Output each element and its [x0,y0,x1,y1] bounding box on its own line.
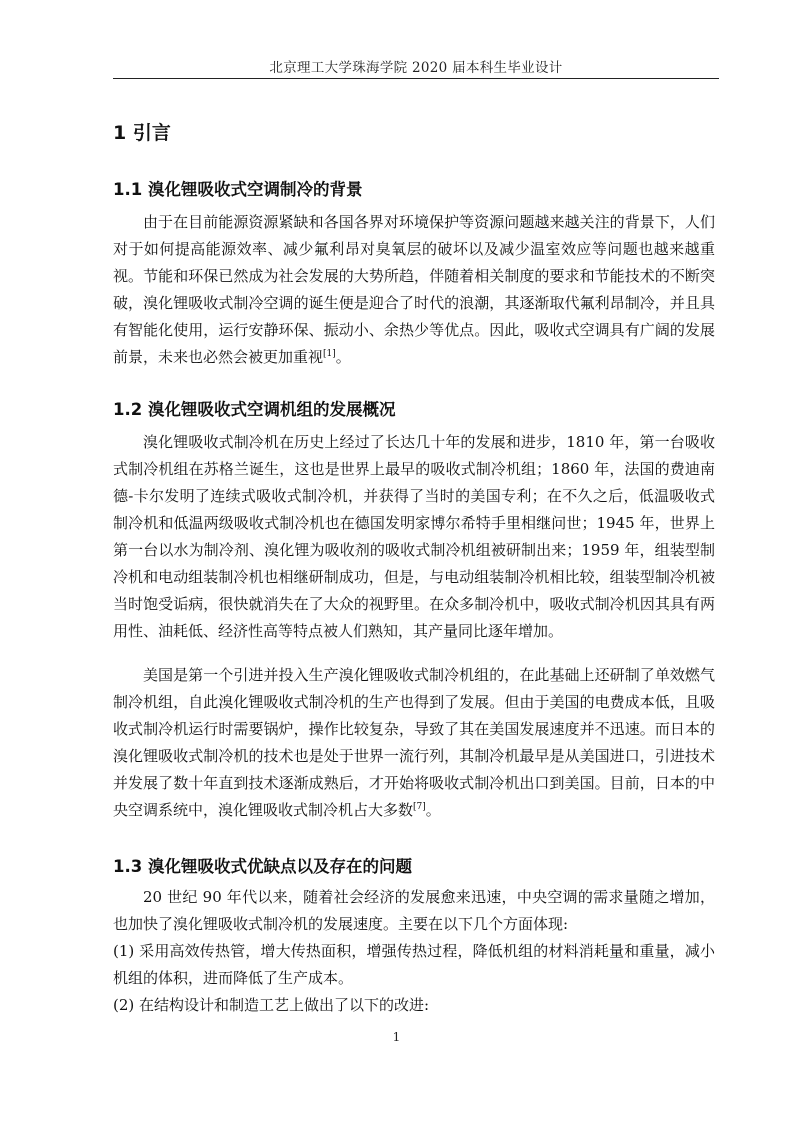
paragraph-1-1-1: 由于在目前能源资源紧缺和各国各界对环境保护等资源问题越来越关注的背景下，人们对于如何提高能源效率、减少氟利昂对臭氧层的破坏以及减少温室效应等问题也越来越重视。节能和环保已然成为社会发展的大势所趋，伴随着相关制度的要求和节能技术的不断突破，溴化锂吸收式制冷空调的诞生便是迎合了时代的浪潮，其逐渐取代氟利昂制冷，并且具有智能化使用，运行安静环保、振动小、余热少等优点。因此，吸收式空调具有广阔的发展前景，未来也必然会被更加重视[1]。 [113,213,715,366]
section-title-1-3: 1.3 溴化锂吸收式优缺点以及存在的问题 [113,857,412,876]
page-header: 北京理工大学珠海学院 2020 届本科生毕业设计 [269,60,563,76]
header-rule [113,78,719,79]
chapter-title: 1 引言 [113,122,171,144]
paragraph-1-2-1: 溴化锂吸收式制冷机在历史上经过了长达几十年的发展和进步，1810 年，第一台吸收式制冷机组在苏格兰诞生，这也是世界上最早的吸收式制冷机组；1860 年，法国的费迪南德-卡尔发明了连续式吸收式制冷机，并获得了当时的美国专利；在不久之后，低温吸收式制冷机和低温两级吸收式制冷机也在德国发明家博尔希特手里相继问世；1945 年，世界上第一台以水为制冷剂、溴化锂为吸收剂的吸收式制冷机组被研制出来；1959 年，组装型制冷机和电动组装制冷机也相继研制成功，但是，与电动组装制冷机相比较，组装型制冷机被当时饱受诟病，很快就消失在了大众的视野里。在众多制冷机中，吸收式制冷机因其具有两用性、油耗低、经济性高等特点被人们熟知，其产量同比逐年增加。 [113,433,715,640]
section-title-1-2: 1.2 溴化锂吸收式空调机组的发展概况 [113,400,396,419]
citation-ref: [1] [323,349,336,359]
paragraph-1-3-1: 20 世纪 90 年代以来，随着社会经济的发展愈来迅速，中央空调的需求量随之增加，也加快了溴化锂吸收式制冷机的发展速度。主要在以下几个方面体现: [113,888,715,933]
citation-ref: [7] [413,802,426,812]
paragraph-1-2-2: 美国是第一个引进并投入生产溴化锂吸收式制冷机组的，在此基础上还研制了单效燃气制冷机组，自此溴化锂吸收式制冷机的生产也得到了发展。但由于美国的电费成本低，且吸收式制冷机运行时需要锅炉，操作比较复杂，导致了其在美国发展速度并不迅速。而日本的溴化锂吸收式制冷机的技术也是处于世界一流行列，其制冷机最早是从美国进口，引进技术并发展了数十年直到技术逐渐成熟后，才开始将吸收式制冷机出口到美国。目前，日本的中央空调系统中，溴化锂吸收式制冷机占大多数[7]。 [113,666,715,819]
page-number: 1 [392,1030,401,1044]
section-title-1-1: 1.1 溴化锂吸收式空调制冷的背景 [113,180,363,199]
list-item: (1) 采用高效传热管，增大传热面积，增强传热过程，降低机组的材料消耗量和重量，减小机组的体积，进而降低了生产成本。 [113,942,715,987]
list-item: (2) 在结构设计和制造工艺上做出了以下的改进: [113,996,430,1014]
